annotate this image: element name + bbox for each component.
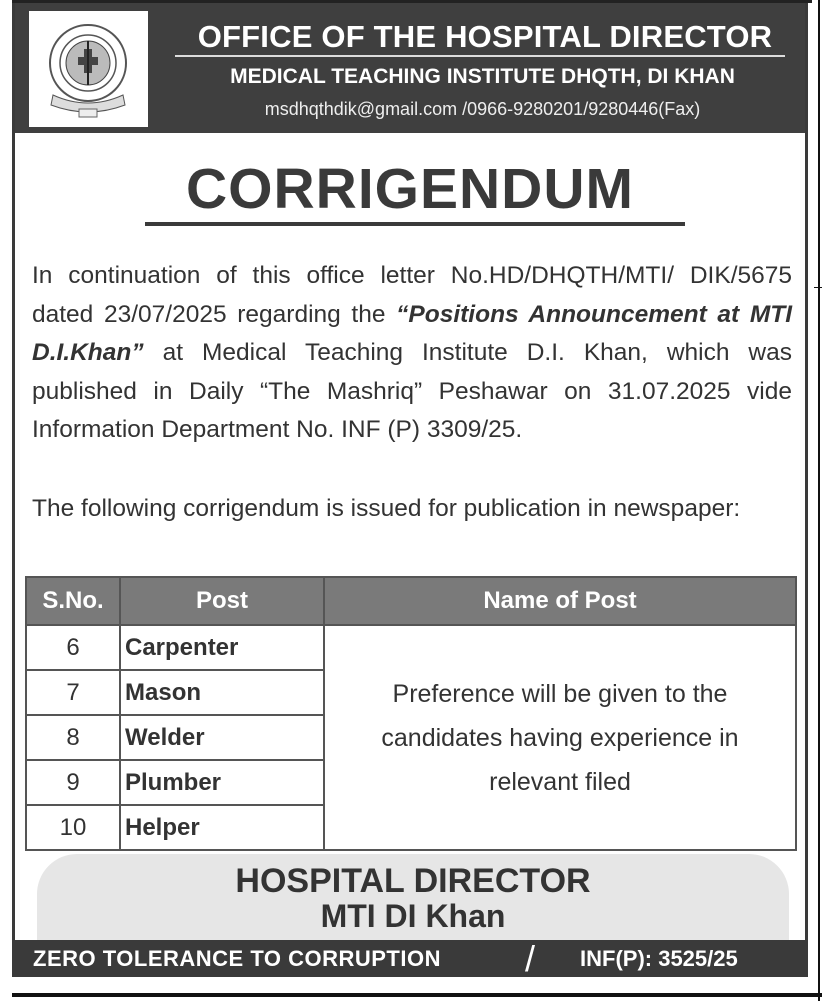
- footer-bar: [15, 940, 805, 977]
- table-row: [26, 625, 796, 670]
- cell-post: Plumber: [120, 760, 324, 805]
- footer-reference: INF(P): 3525/25: [580, 946, 738, 971]
- signatory-office: MTI DI Khan: [320, 898, 506, 934]
- body-paragraph: [32, 257, 792, 450]
- cell-note: Preference will be given to the candidates having experience in relevant filed: [324, 625, 796, 850]
- cell-sno: 7: [26, 670, 120, 715]
- cell-sno: 10: [26, 805, 120, 850]
- para-emphasis: “Positions Announcement at MTI D.I.Khan”: [32, 300, 793, 366]
- signatory-title: HOSPITAL DIRECTOR: [235, 862, 591, 900]
- contact-info: msdhqthdik@gmail.com /0966-9280201/9280446(Fax): [264, 99, 701, 119]
- para-text-1: In continuation of this office letter No.HD/DHQTH/MTI/ DIK/5675 dated 23/07/2025 regarding the: [32, 262, 792, 328]
- office-title: OFFICE OF THE HOSPITAL DIRECTOR: [197, 19, 773, 54]
- footer-slogan: ZERO TOLERANCE TO CORRUPTION: [33, 946, 441, 971]
- cell-sno: 8: [26, 715, 120, 760]
- col-header-post: Post: [120, 577, 324, 625]
- page-title: CORRIGENDUM: [186, 157, 634, 221]
- cell-post: Carpenter: [120, 625, 324, 670]
- header-banner: [15, 3, 805, 133]
- cell-post: Welder: [120, 715, 324, 760]
- corrigendum-advertisement: [12, 3, 808, 977]
- institute-name: MEDICAL TEACHING INSTITUTE DHQTH, DI KHAN: [230, 65, 735, 88]
- title-underline: [175, 55, 785, 57]
- column-tick: [814, 287, 822, 288]
- cell-post: Helper: [120, 805, 324, 850]
- cell-sno: 6: [26, 625, 120, 670]
- logo: [29, 11, 148, 127]
- para-text-2: at Medical Teaching Institute D.I. Khan, which was published in Daily “The Mashriq” Peshawar on 31.07.2025 vide Information Department No. INF (P) 3309/25.: [32, 339, 792, 443]
- cell-sno: 9: [26, 760, 120, 805]
- col-header-sno: S.No.: [26, 577, 120, 625]
- posts-table: [25, 576, 797, 851]
- column-divider: [818, 0, 820, 1001]
- issue-statement: The following corrigendum is issued for publication in newspaper:: [32, 495, 741, 522]
- signature-block: [37, 854, 789, 947]
- page-title-underline: [145, 222, 685, 226]
- cell-post: Mason: [120, 670, 324, 715]
- col-header-name-of-post: Name of Post: [324, 577, 796, 625]
- table-header-row: [26, 577, 796, 625]
- page-bottom-rule: [12, 993, 822, 997]
- footer-separator: /: [525, 938, 536, 979]
- hospital-emblem-icon: [33, 15, 144, 123]
